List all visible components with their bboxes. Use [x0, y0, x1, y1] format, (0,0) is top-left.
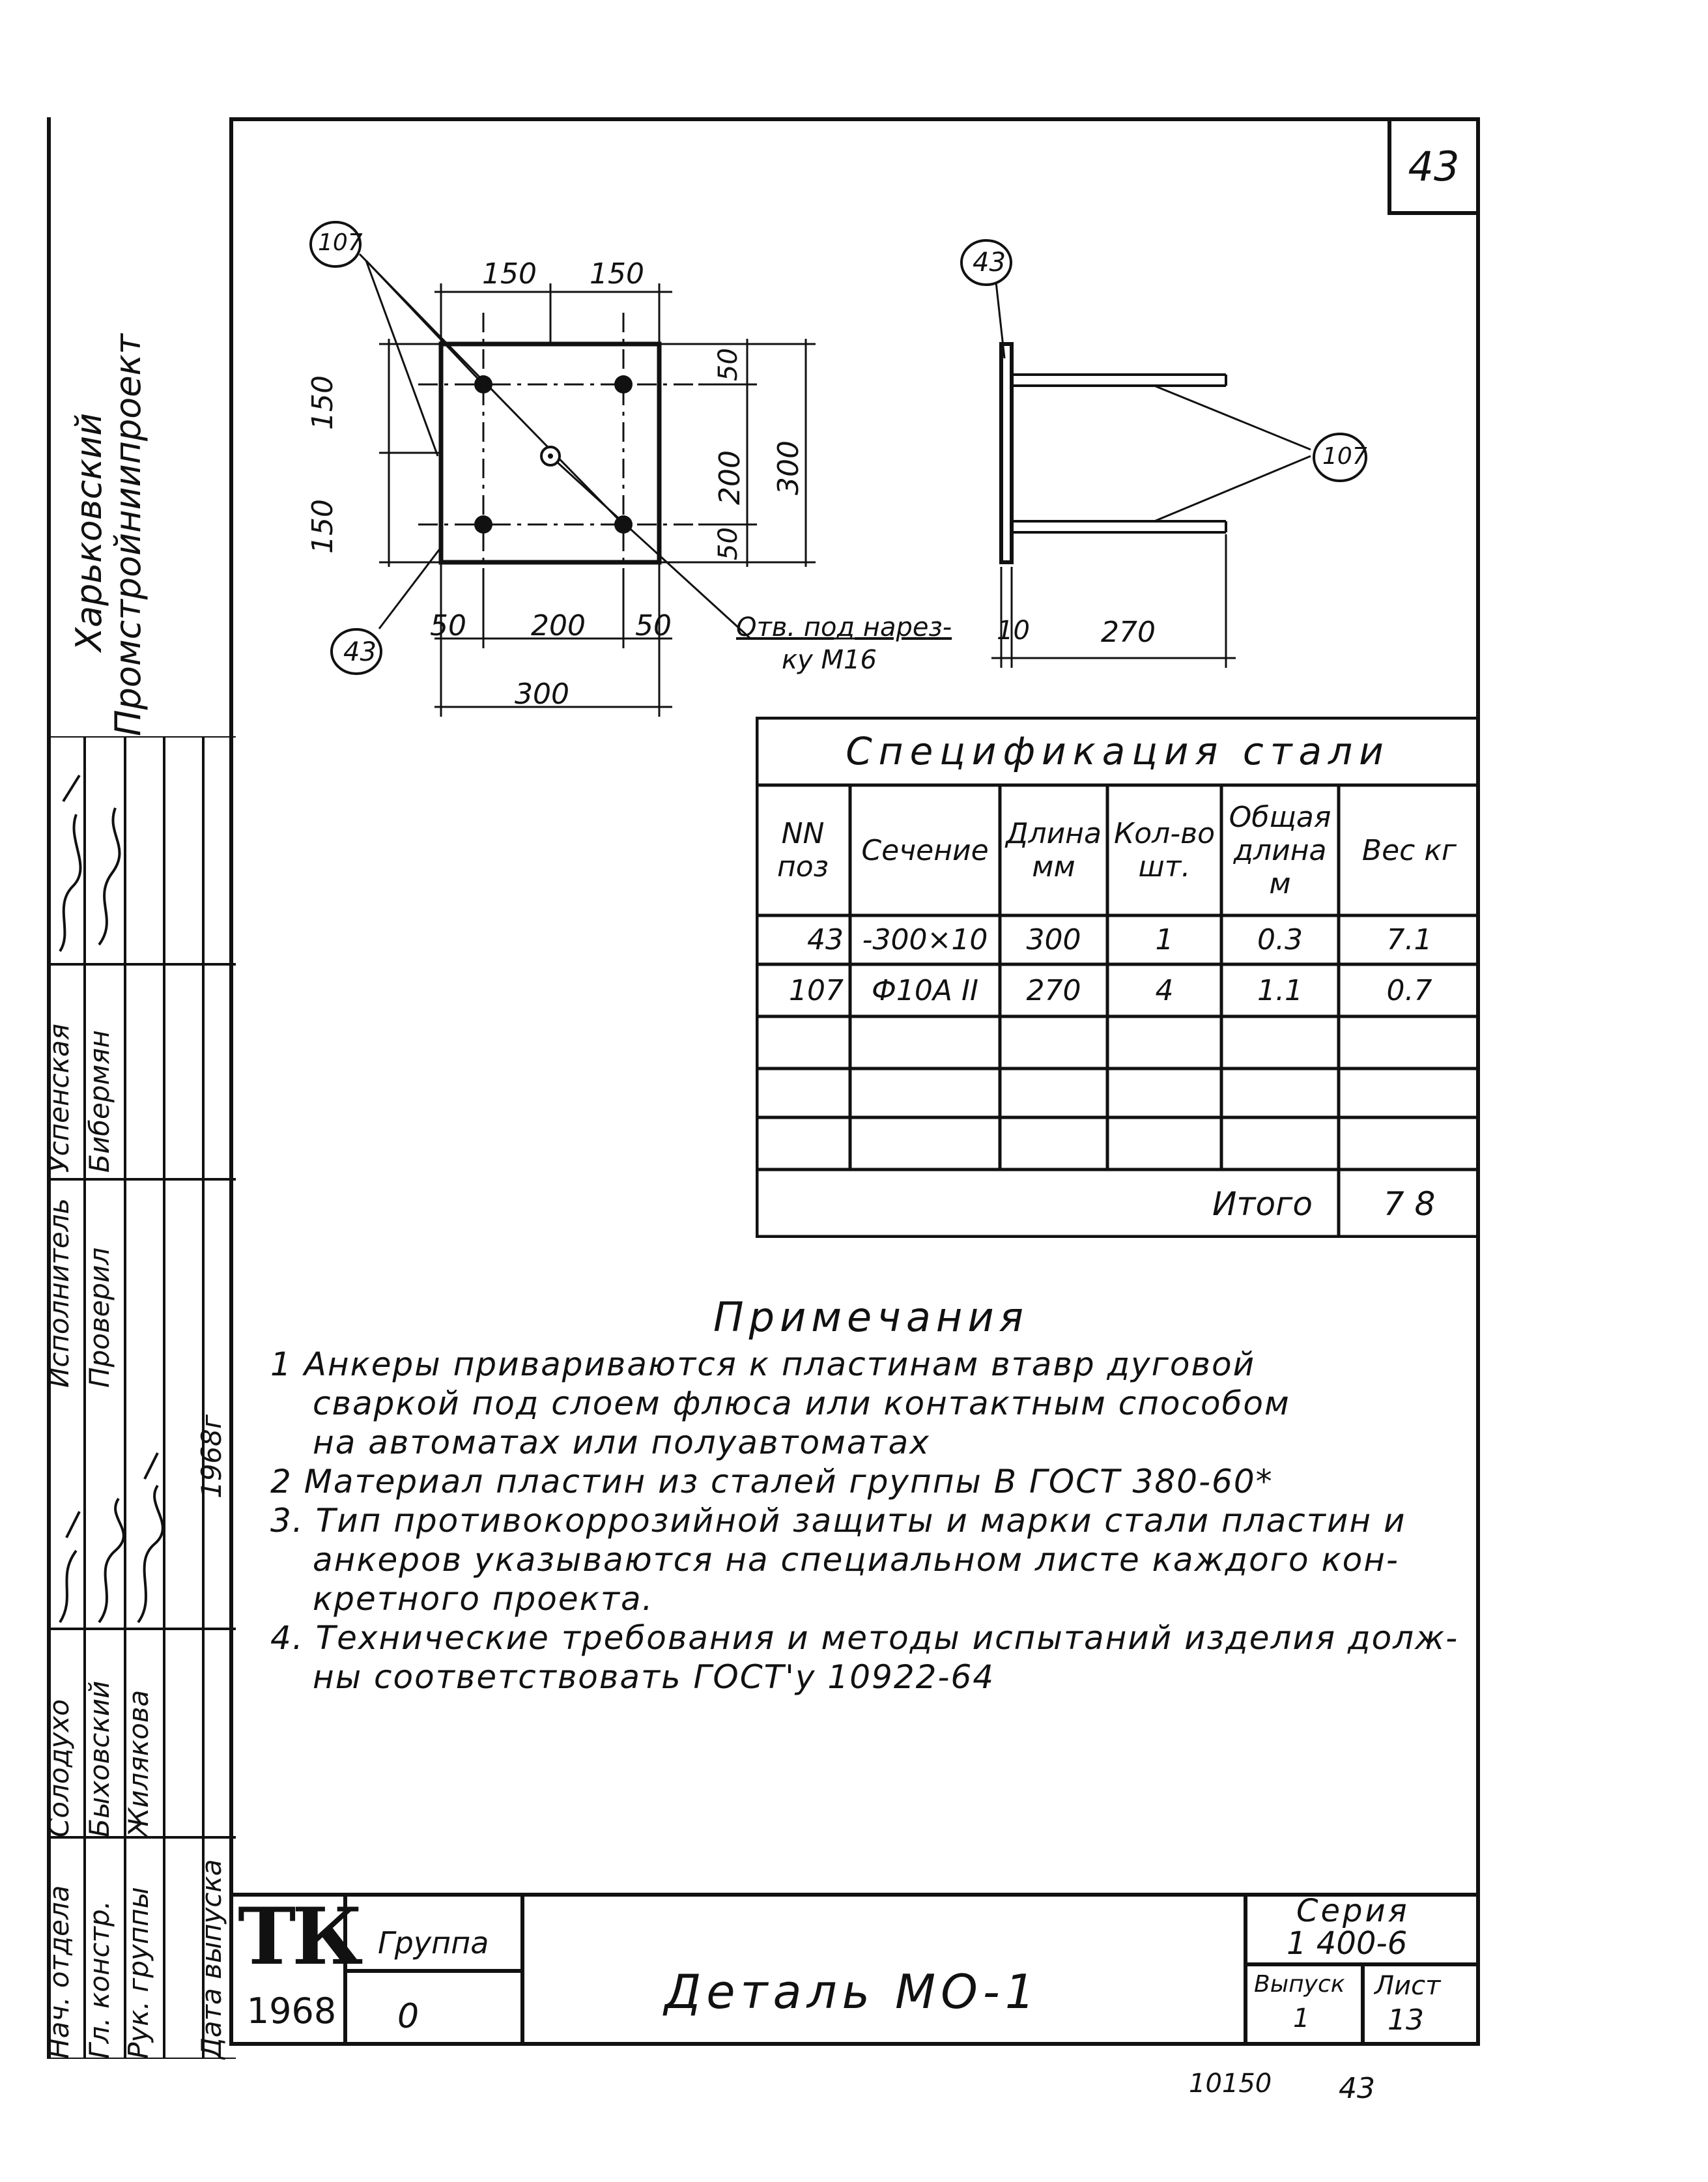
dim-bottom-3: 50 [635, 609, 672, 642]
note-line-6: анкеров указываются на специальном листе каждого кон- [313, 1541, 1399, 1579]
stamp-role-group-lead: Рук. группы [122, 1887, 154, 2059]
spec-row2-pos: 107 [789, 973, 844, 1007]
stamp-year: 1968г [195, 1414, 227, 1499]
hole-top-right [614, 375, 633, 394]
note-line-3: на автоматах или полуавтоматах [313, 1424, 930, 1461]
dim-overall-bottom: 300 [515, 678, 569, 711]
dim-top-2: 150 [590, 257, 644, 291]
note-line-8: 4. Технические требования и методы испытаний изделия долж- [270, 1619, 1459, 1657]
spec-header-section: Сечение [861, 833, 989, 867]
stamp-name-2: Быховский [83, 1680, 115, 1837]
spec-row1-pos: 43 [807, 923, 844, 956]
spec-table [756, 717, 1480, 1238]
organization-line1: Харьковский [68, 412, 109, 652]
series-value: 1 400-6 [1287, 1925, 1408, 1962]
stamp-role-checked: Проверил [83, 1247, 115, 1388]
note-line-1: 1 Анкеры привариваются к пластинам втавр дуговой [270, 1345, 1256, 1383]
spec-total-label: Итого [1212, 1184, 1313, 1223]
note-line-5: 3. Тип противокоррозийной защиты и марки стали пластин и [270, 1502, 1406, 1540]
dim-left-1: 150 [306, 375, 339, 430]
spec-row1-section: -300×10 [862, 923, 988, 956]
spec-row2-weight: 0.7 [1386, 973, 1432, 1007]
sheet-value: 13 [1388, 2003, 1424, 2037]
corner-number: 43 [1408, 142, 1460, 190]
stamp-role-head-dept: Нач. отдела [43, 1885, 75, 2059]
callout-43-side-label: 43 [973, 248, 1006, 278]
hole-note-line1: Отв. под нарез- [736, 612, 952, 642]
callout-43-plan-label: 43 [343, 637, 377, 667]
group-label: Группа [378, 1925, 489, 1960]
stamp-role-chief-designer: Гл. констр. [83, 1900, 115, 2059]
issue-label: Выпуск [1254, 1971, 1345, 1998]
issue-value: 1 [1293, 2003, 1310, 2033]
spec-row2-length: 270 [1026, 973, 1081, 1007]
spec-title: Спецификация стали [846, 728, 1390, 773]
stamp-name-3: Жилякова [122, 1689, 154, 1837]
notes-title: Примечания [713, 1293, 1029, 1341]
callout-107-plan-label: 107 [318, 229, 363, 256]
stamp-name-executor: Успенская [43, 1024, 75, 1173]
dim-bottom-1: 50 [430, 609, 466, 642]
spec-total-value: 7 8 [1383, 1184, 1436, 1223]
side-dim-thickness: 10 [997, 616, 1030, 646]
dim-right-3: 50 [713, 527, 743, 560]
spec-row2-qty: 4 [1155, 973, 1174, 1007]
callout-107-side-label: 107 [1322, 443, 1367, 470]
tk-year: 1968 [246, 1990, 337, 2031]
dim-top-1: 150 [482, 257, 537, 291]
stamp-role-executor: Исполнитель [43, 1198, 75, 1388]
stamp-name-1: Солодухо [43, 1699, 75, 1837]
spec-header-qty: Кол-во шт. [1113, 817, 1215, 883]
note-line-7: кретного проекта. [313, 1580, 654, 1618]
footer-inventory-number: 10150 [1189, 2069, 1272, 2099]
hole-top-left [474, 375, 492, 394]
spec-header-weight: Вес кг [1361, 833, 1457, 867]
organization-line2: Промстройниипроект [107, 334, 149, 736]
sheet-label: Лист [1374, 1971, 1441, 2001]
note-line-9: ны соответствовать ГОСТ'у 10922-64 [313, 1658, 995, 1696]
spec-row2-total-length: 1.1 [1257, 973, 1303, 1007]
hole-note-line2: ку М16 [782, 645, 877, 675]
group-value: 0 [397, 1997, 420, 2036]
dim-right-1: 50 [713, 348, 743, 381]
side-dim-length: 270 [1101, 616, 1156, 649]
note-line-4: 2 Материал пластин из сталей группы В ГОСТ 380-60* [270, 1463, 1274, 1500]
drawing-title: Деталь МО-1 [664, 1964, 1040, 2019]
dim-left-2: 150 [306, 499, 339, 554]
hole-bottom-right [614, 515, 633, 534]
side-plate [1001, 344, 1012, 562]
spec-row1-qty: 1 [1155, 923, 1174, 956]
dim-overall-right: 300 [772, 440, 805, 495]
hole-bottom-left [474, 515, 492, 534]
spec-row1-weight: 7.1 [1386, 923, 1432, 956]
footer-sheet-number: 43 [1339, 2072, 1375, 2105]
stamp-name-checker: Бибермян [83, 1030, 115, 1173]
note-line-2: сваркой под слоем флюса или контактным способом [313, 1385, 1290, 1422]
spec-row1-length: 300 [1026, 923, 1081, 956]
spec-row1-total-length: 0.3 [1257, 923, 1303, 956]
spec-header-total-length: Общая длина м [1229, 800, 1331, 900]
spec-header-pos: NN поз [776, 817, 829, 883]
dim-right-2: 200 [713, 450, 747, 505]
stamp-role-release-date: Дата выпуска [195, 1859, 227, 2059]
spec-header-length: Длина мм [1006, 817, 1102, 883]
series-label: Серия [1296, 1893, 1410, 1929]
tk-logo: ТК [238, 1891, 360, 1983]
spec-row2-section: Ф10А II [872, 973, 978, 1007]
dim-bottom-2: 200 [531, 609, 586, 642]
signatures [47, 736, 203, 2059]
